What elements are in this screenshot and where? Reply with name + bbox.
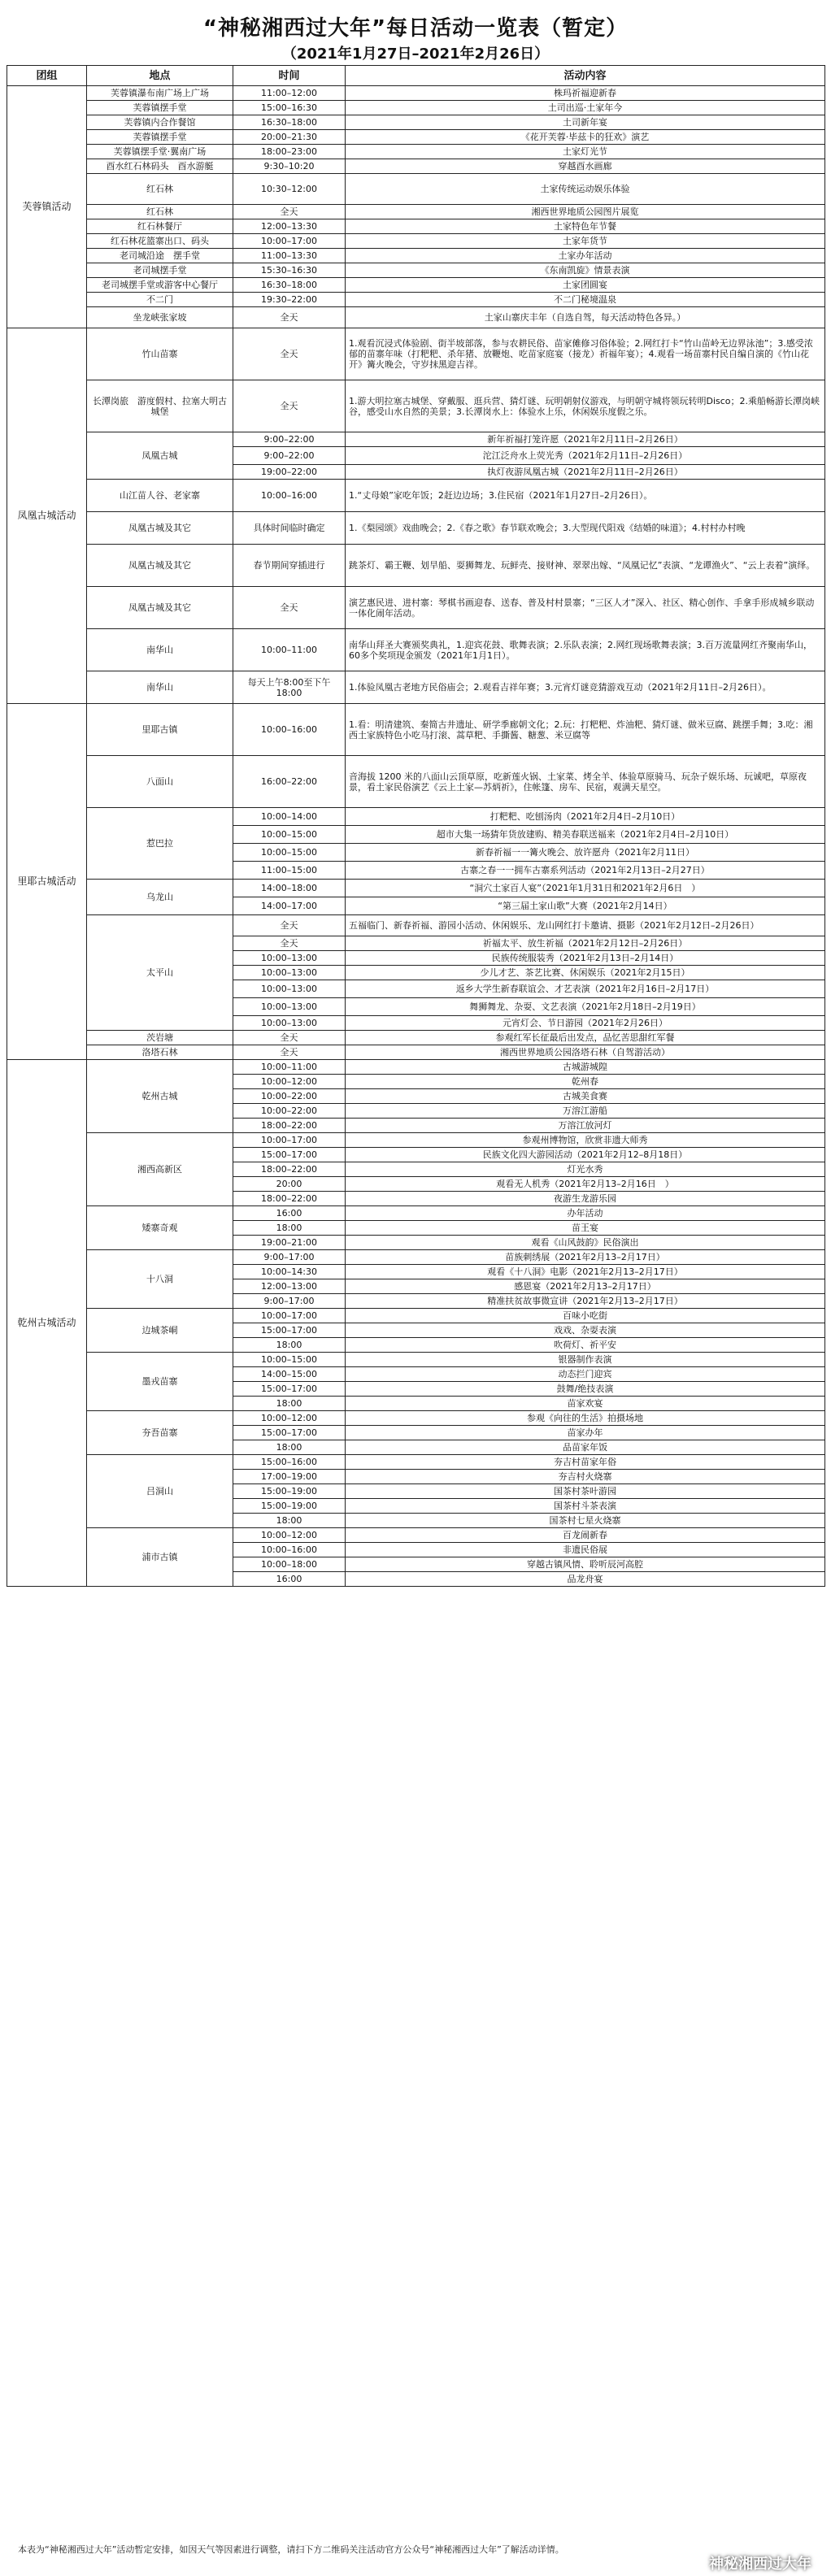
time-cell: 10:00–12:00 xyxy=(233,1075,346,1089)
time-cell: 16:00 xyxy=(233,1206,346,1221)
activity-cell: 湘西世界地质公园洛塔石林（自驾游活动） xyxy=(346,1045,825,1060)
table-row xyxy=(7,1250,825,1265)
table-row xyxy=(7,545,825,587)
time-cell: 全天 xyxy=(233,1045,346,1060)
location-cell: 不二门 xyxy=(87,293,233,307)
activity-cell: 办年活动 xyxy=(346,1206,825,1221)
location-cell: 夯吾苗寨 xyxy=(87,1411,233,1455)
location-cell: 红石林 xyxy=(87,174,233,205)
activity-cell: 新春祈福一一篝火晚会、放许愿舟（2021年2月11日） xyxy=(346,844,825,862)
table-row xyxy=(7,293,825,307)
location-cell: 芙蓉镇摆手堂 xyxy=(87,101,233,115)
time-cell: 9:00–17:00 xyxy=(233,1294,346,1309)
time-cell: 11:00–13:30 xyxy=(233,249,346,263)
location-cell: 芙蓉镇瀑布南广场上广场 xyxy=(87,86,233,101)
time-cell: 春节期间穿插进行 xyxy=(233,545,346,587)
activity-cell: 民族文化四大游园活动（2021年2月12–8月18日） xyxy=(346,1148,825,1162)
activity-cell: 苗族刺绣展（2021年2月13–2月17日） xyxy=(346,1250,825,1265)
activity-cell: 土司新年宴 xyxy=(346,115,825,130)
activity-cell: 湘西世界地质公园图片展览 xyxy=(346,205,825,219)
location-cell: 八面山 xyxy=(87,756,233,808)
table-row xyxy=(7,115,825,130)
header-group: 团组 xyxy=(7,66,87,86)
activity-cell: 土家传统运动娱乐体验 xyxy=(346,174,825,205)
table-row xyxy=(7,704,825,756)
time-cell: 19:00–21:00 xyxy=(233,1236,346,1250)
location-cell: 长潭岗旅 游度假村、拉塞大明古城堡 xyxy=(87,380,233,432)
time-cell: 11:00–15:00 xyxy=(233,862,346,880)
table-row xyxy=(7,1060,825,1075)
activity-cell: 打粑粑、吃刨汤肉（2021年2月4日–2月10日） xyxy=(346,808,825,826)
time-cell: 18:00–22:00 xyxy=(233,1119,346,1133)
time-cell: 12:00–13:30 xyxy=(233,219,346,234)
activity-cell: 国茶村七星火烧寨 xyxy=(346,1514,825,1528)
location-cell: 茨岩塘 xyxy=(87,1031,233,1045)
time-cell: 全天 xyxy=(233,307,346,328)
location-cell: 乾州古城 xyxy=(87,1060,233,1133)
time-cell: 18:00 xyxy=(233,1514,346,1528)
location-cell: 芙蓉镇摆手堂·翼南广场 xyxy=(87,145,233,159)
time-cell: 全天 xyxy=(233,328,346,380)
activity-cell: 动态拦门迎宾 xyxy=(346,1367,825,1382)
location-cell: 酉水红石林码头 酉水游艇 xyxy=(87,159,233,174)
time-cell: 全天 xyxy=(233,915,346,936)
activity-cell: 沱江泛舟水上荧光秀（2021年2月11日–2月26日） xyxy=(346,447,825,465)
time-cell: 10:00–11:00 xyxy=(233,1060,346,1075)
location-cell: 边城茶峒 xyxy=(87,1309,233,1353)
time-cell: 12:00–13:00 xyxy=(233,1279,346,1294)
location-cell: 吕洞山 xyxy=(87,1455,233,1528)
time-cell: 20:00–21:30 xyxy=(233,130,346,145)
table-row xyxy=(7,432,825,447)
table-row xyxy=(7,380,825,432)
activity-cell: 返乡大学生新春联谊会、才艺表演（2021年2月16日–2月17日） xyxy=(346,980,825,998)
table-row xyxy=(7,205,825,219)
location-cell: 芙蓉镇内合作餐馆 xyxy=(87,115,233,130)
activity-cell: 古城游城隍 xyxy=(346,1060,825,1075)
activity-cell: 1.体验凤凰古老地方民俗庙会；2.观看吉祥年赛；3.元宵灯谜竞猜游戏互动（2021年2月11日–2月26日）。 xyxy=(346,671,825,704)
activity-cell: 土家办年活动 xyxy=(346,249,825,263)
page-title: “神秘湘西过大年”每日活动一览表（暂定） xyxy=(202,16,629,41)
activity-cell: 品苗家年饭 xyxy=(346,1440,825,1455)
table-row xyxy=(7,1206,825,1221)
group-cell: 凤凰古城活动 xyxy=(7,328,87,704)
activity-cell: 穿越酉水画廊 xyxy=(346,159,825,174)
activity-cell: 国茶村斗茶表演 xyxy=(346,1499,825,1514)
activity-cell: 少儿才艺、茶艺比赛、休闲娱乐（2021年2月15日） xyxy=(346,966,825,980)
time-cell: 18:00–22:00 xyxy=(233,1162,346,1177)
time-cell: 18:00–22:00 xyxy=(233,1192,346,1206)
table-row xyxy=(7,880,825,897)
table-row xyxy=(7,263,825,278)
time-cell: 10:00–14:00 xyxy=(233,808,346,826)
location-cell: 浦市古镇 xyxy=(87,1528,233,1587)
location-cell: 凤凰古城及其它 xyxy=(87,545,233,587)
table-row xyxy=(7,249,825,263)
location-cell: 红石林 xyxy=(87,205,233,219)
time-cell: 10:00–17:00 xyxy=(233,1133,346,1148)
activity-cell: 1.《梨园颂》戏曲晚会；2.《春之歌》春节联欢晚会；3.大型现代阳戏《结婚的味道》；4.村村办村晚 xyxy=(346,512,825,545)
location-cell: 凤凰古城及其它 xyxy=(87,512,233,545)
time-cell: 10:00–14:30 xyxy=(233,1265,346,1279)
header-time: 时间 xyxy=(233,66,346,86)
activity-cell: 苗王宴 xyxy=(346,1221,825,1236)
time-cell: 18:00 xyxy=(233,1397,346,1411)
activity-cell: 穿越古镇风情、聆听辰河高腔 xyxy=(346,1557,825,1572)
location-cell: 老司城摆手堂或游客中心餐厅 xyxy=(87,278,233,293)
table-row xyxy=(7,219,825,234)
header-location: 地点 xyxy=(87,66,233,86)
location-cell: 太平山 xyxy=(87,915,233,1031)
location-cell: 十八洞 xyxy=(87,1250,233,1309)
time-cell: 10:00–13:00 xyxy=(233,951,346,966)
time-cell: 10:00–11:00 xyxy=(233,629,346,671)
time-cell: 18:00 xyxy=(233,1338,346,1353)
location-cell: 湘西高新区 xyxy=(87,1133,233,1206)
activity-cell: 祈福太平、放生祈福（2021年2月12日–2月26日） xyxy=(346,936,825,951)
time-cell: 9:00–22:00 xyxy=(233,447,346,465)
time-cell: 10:00–16:00 xyxy=(233,1543,346,1557)
time-cell: 10:00–16:00 xyxy=(233,704,346,756)
table-row xyxy=(7,671,825,704)
activity-cell: 夯吉村苗家年俗 xyxy=(346,1455,825,1470)
activity-cell: 演艺惠民进、进村寨：琴棋书画迎春、送春、普及村村景寨；“三区人才”深入、社区、精心创作、手拿手形成城乡联动一体化闹年活动。 xyxy=(346,587,825,629)
activity-cell: 元宵灯会、节日游园（2021年2月26日） xyxy=(346,1016,825,1031)
time-cell: 10:00–13:00 xyxy=(233,980,346,998)
time-cell: 9:00–17:00 xyxy=(233,1250,346,1265)
time-cell: 全天 xyxy=(233,205,346,219)
activity-cell: 舞狮舞龙、杂耍、文艺表演（2021年2月18日–2月19日） xyxy=(346,998,825,1016)
location-cell: 惹巴拉 xyxy=(87,808,233,880)
group-cell: 芙蓉镇活动 xyxy=(7,86,87,328)
table-row xyxy=(7,1309,825,1323)
time-cell: 15:00–19:00 xyxy=(233,1499,346,1514)
time-cell: 10:00–15:00 xyxy=(233,1353,346,1367)
activity-cell: 吹荷灯、祈平安 xyxy=(346,1338,825,1353)
activity-cell: 银器制作表演 xyxy=(346,1353,825,1367)
time-cell: 具体时间临时确定 xyxy=(233,512,346,545)
group-cell: 里耶古城活动 xyxy=(7,704,87,1060)
table-row xyxy=(7,130,825,145)
activity-cell: 苗家欢宴 xyxy=(346,1397,825,1411)
activity-cell: 百味小吃街 xyxy=(346,1309,825,1323)
activity-cell: 跳茶灯、霸王鞭、划旱船、耍狮舞龙、玩鲜壳、接财神、翠翠出嫁、“凤凰记忆”表演、“龙谭渔火”、“云上表着”演绎。 xyxy=(346,545,825,587)
time-cell: 9:30–10:20 xyxy=(233,159,346,174)
activity-cell: 乾州春 xyxy=(346,1075,825,1089)
activity-cell: 土家特色年节餐 xyxy=(346,219,825,234)
activity-cell: 百龙闹新春 xyxy=(346,1528,825,1543)
activity-cell: 观看无人机秀（2021年2月13–2月16日 ） xyxy=(346,1177,825,1192)
activity-cell: 苗家办年 xyxy=(346,1426,825,1440)
time-cell: 18:00 xyxy=(233,1440,346,1455)
activity-cell: 执灯夜游凤凰古城（2021年2月11日–2月26日） xyxy=(346,465,825,480)
time-cell: 16:00–22:00 xyxy=(233,756,346,808)
activity-cell: 1.“丈母娘”家吃年饭；2赶边边场；3.住民宿（2021年1月27日–2月26日）。 xyxy=(346,480,825,512)
table-row xyxy=(7,86,825,101)
table-row xyxy=(7,1353,825,1367)
activity-cell: 音海拔 1200 米的八面山云顶草原，吃新莲火锅、土家菜、烤全羊、体验草原骑马、玩杂子娱乐场、玩诚吧，草原夜景，看土家民俗演艺《云上土家—苏炳祈》，住帐篷、房车、民宿，观满天星空。 xyxy=(346,756,825,808)
table-row xyxy=(7,234,825,249)
time-cell: 14:00–17:00 xyxy=(233,897,346,915)
activity-cell: 品龙舟宴 xyxy=(346,1572,825,1587)
activity-cell: 万溶江游船 xyxy=(346,1104,825,1119)
time-cell: 16:00 xyxy=(233,1572,346,1587)
table-row xyxy=(7,278,825,293)
table-row xyxy=(7,1031,825,1045)
location-cell: 山江苗人谷、老家寨 xyxy=(87,480,233,512)
time-cell: 15:00–17:00 xyxy=(233,1382,346,1397)
table-row xyxy=(7,159,825,174)
activity-cell: 感恩宴（2021年2月13–2月17日） xyxy=(346,1279,825,1294)
activity-cell: 参观《向往的生活》拍摄场地 xyxy=(346,1411,825,1426)
time-cell: 14:00–18:00 xyxy=(233,880,346,897)
location-cell: 南华山 xyxy=(87,629,233,671)
table-row xyxy=(7,1045,825,1060)
table-header-row xyxy=(7,66,825,86)
footnote: 本表为“神秘湘西过大年”活动暂定安排，如因天气等因素进行调整，请扫下方二维码关注活动官方公众号“神秘湘西过大年”了解活动详情。 xyxy=(18,2544,564,2555)
activity-cell: “第三届土家山歌”大赛（2021年2月14日） xyxy=(346,897,825,915)
time-cell: 全天 xyxy=(233,587,346,629)
table-row xyxy=(7,1455,825,1470)
activity-cell: 1.观看沉浸式体验剧、街半坡部落，参与农耕民俗、苗家傩修习俗体验；2.网红打卡“竹山苗岭无边界泳池”；3.感受浓郁的苗寨年味（打粑粑、杀年猪、放鞭炮、吃苗家庭宴（接龙）祈福年宴）；4.观看一场苗寨村民自编自演的《竹山花开》篝火晚会，守岁抹黑迎吉祥。 xyxy=(346,328,825,380)
activity-cell: 土家山寨庆丰年（自选自驾，每天活动特色各异。） xyxy=(346,307,825,328)
activity-cell: 株玛祈福迎新春 xyxy=(346,86,825,101)
time-cell: 18:00 xyxy=(233,1221,346,1236)
table-row xyxy=(7,629,825,671)
location-cell: 老司城沿途 摆手堂 xyxy=(87,249,233,263)
location-cell: 坐龙峡张家坡 xyxy=(87,307,233,328)
location-cell: 老司城摆手堂 xyxy=(87,263,233,278)
location-cell: 芙蓉镇摆手堂 xyxy=(87,130,233,145)
time-cell: 10:00–18:00 xyxy=(233,1557,346,1572)
location-cell: 矮寨奇观 xyxy=(87,1206,233,1250)
activity-cell: 民族传统服装秀（2021年2月13日–2月14日） xyxy=(346,951,825,966)
table-row xyxy=(7,1133,825,1148)
activity-cell: 国茶村茶叶游园 xyxy=(346,1484,825,1499)
location-cell: 红石林花篮寨出口、码头 xyxy=(87,234,233,249)
time-cell: 20:00 xyxy=(233,1177,346,1192)
time-cell: 15:30–16:30 xyxy=(233,263,346,278)
activity-cell: 超市大集一场猜年货放建购、精美春联送福来（2021年2月4日–2月10日） xyxy=(346,826,825,844)
group-cell: 乾州古城活动 xyxy=(7,1060,87,1587)
page-subtitle: （2021年1月27日–2021年2月26日） xyxy=(281,46,550,63)
time-cell: 18:00–23:00 xyxy=(233,145,346,159)
location-cell: 墨戎苗寨 xyxy=(87,1353,233,1411)
location-cell: 里耶古镇 xyxy=(87,704,233,756)
location-cell: 凤凰古城 xyxy=(87,432,233,480)
activity-cell: 夜游生龙游乐园 xyxy=(346,1192,825,1206)
activity-cell: 南华山拜圣大赛颁奖典礼，1.迎宾花鼓、歌舞表演；2.乐队表演；2.网红现场歌舞表演；3.百万流量网红齐聚南华山，60多个奖项现金颁发（2021年1月1日）。 xyxy=(346,629,825,671)
activity-cell: 土家团圆宴 xyxy=(346,278,825,293)
activity-cell: 非遗民俗展 xyxy=(346,1543,825,1557)
time-cell: 15:00–16:30 xyxy=(233,101,346,115)
activity-cell: 万溶江放河灯 xyxy=(346,1119,825,1133)
location-cell: 红石林餐厅 xyxy=(87,219,233,234)
location-cell: 洛塔石林 xyxy=(87,1045,233,1060)
header-activity: 活动内容 xyxy=(346,66,825,86)
time-cell: 10:00–17:00 xyxy=(233,1309,346,1323)
time-cell: 10:30–12:00 xyxy=(233,174,346,205)
time-cell: 全天 xyxy=(233,936,346,951)
time-cell: 10:00–15:00 xyxy=(233,826,346,844)
time-cell: 14:00–15:00 xyxy=(233,1367,346,1382)
time-cell: 10:00–13:00 xyxy=(233,966,346,980)
time-cell: 10:00–22:00 xyxy=(233,1089,346,1104)
table-row xyxy=(7,915,825,936)
time-cell: 16:30–18:00 xyxy=(233,278,346,293)
activity-cell: 不二门秘境温泉 xyxy=(346,293,825,307)
table-row xyxy=(7,328,825,380)
activity-cell: 《东南凯旋》情景表演 xyxy=(346,263,825,278)
location-cell: 竹山苗寨 xyxy=(87,328,233,380)
activity-cell: 灯光水秀 xyxy=(346,1162,825,1177)
activity-cell: 观看《山风鼓韵》民俗演出 xyxy=(346,1236,825,1250)
table-row xyxy=(7,1411,825,1426)
activity-cell: 古城美食赛 xyxy=(346,1089,825,1104)
time-cell: 15:00–16:00 xyxy=(233,1455,346,1470)
activity-cell: 夯吉村火烧寨 xyxy=(346,1470,825,1484)
activity-cell: 《花开芙蓉·毕兹卡的狂欢》演艺 xyxy=(346,130,825,145)
location-cell: 南华山 xyxy=(87,671,233,704)
time-cell: 17:00–19:00 xyxy=(233,1470,346,1484)
time-cell: 10:00–16:00 xyxy=(233,480,346,512)
activity-cell: 1.游大明拉塞古城堡、穿戴服、逛兵营、猜灯谜、玩明朝射仪游戏，与明朝守城将领玩转明Disco；2.乘船畅游长潭岗峡谷，感受山水自然的美景；3.长潭岗水上：体验水上乐，休闲娱乐度假之乐。 xyxy=(346,380,825,432)
time-cell: 9:00–22:00 xyxy=(233,432,346,447)
activity-cell: 1.看：明清建筑、秦简古井遗址、研学季廊朝文化；2.玩：打粑粑、炸油粑、猜灯谜、做米豆腐、跳摆手舞；3.吃：湘西土家族特色小吃马打滚、蒿草粑、手撕酱、糖葱、米豆腐等 xyxy=(346,704,825,756)
activity-cell: 土司出巡·土家年今 xyxy=(346,101,825,115)
time-cell: 15:00–17:00 xyxy=(233,1148,346,1162)
activity-cell: 鼓舞/绝技表演 xyxy=(346,1382,825,1397)
activity-cell: 五福临门、新春祈福、游园小活动、休闲娱乐、龙山网红打卡邀请、摄影（2021年2月12日–2月26日） xyxy=(346,915,825,936)
activity-cell: 观看《十八洞》电影（2021年2月13–2月17日） xyxy=(346,1265,825,1279)
time-cell: 每天上午8:00至下午18:00 xyxy=(233,671,346,704)
activity-cell: 戏戏、杂耍表演 xyxy=(346,1323,825,1338)
table-row xyxy=(7,480,825,512)
table-row xyxy=(7,808,825,826)
activity-cell: 参观州博物馆，欣赏非遗大师秀 xyxy=(346,1133,825,1148)
time-cell: 10:00–13:00 xyxy=(233,998,346,1016)
table-row xyxy=(7,174,825,205)
time-cell: 11:00–12:00 xyxy=(233,86,346,101)
time-cell: 15:00–19:00 xyxy=(233,1484,346,1499)
activity-cell: 土家年货节 xyxy=(346,234,825,249)
location-cell: 凤凰古城及其它 xyxy=(87,587,233,629)
table-row xyxy=(7,101,825,115)
time-cell: 10:00–12:00 xyxy=(233,1528,346,1543)
time-cell: 全天 xyxy=(233,380,346,432)
time-cell: 16:30–18:00 xyxy=(233,115,346,130)
table-row xyxy=(7,307,825,328)
table-row xyxy=(7,1528,825,1543)
time-cell: 10:00–15:00 xyxy=(233,844,346,862)
time-cell: 全天 xyxy=(233,1031,346,1045)
time-cell: 15:00–17:00 xyxy=(233,1323,346,1338)
time-cell: 10:00–22:00 xyxy=(233,1104,346,1119)
time-cell: 19:00–22:00 xyxy=(233,465,346,480)
time-cell: 10:00–17:00 xyxy=(233,234,346,249)
time-cell: 10:00–13:00 xyxy=(233,1016,346,1031)
time-cell: 15:00–17:00 xyxy=(233,1426,346,1440)
location-cell: 乌龙山 xyxy=(87,880,233,915)
activity-cell: “洞穴土家百人宴”（2021年1月31日和2021年2月6日 ） xyxy=(346,880,825,897)
table-row xyxy=(7,512,825,545)
activity-cell: 精准扶贫故事微宣讲（2021年2月13–2月17日） xyxy=(346,1294,825,1309)
time-cell: 10:00–12:00 xyxy=(233,1411,346,1426)
table-row xyxy=(7,145,825,159)
watermark-label: 神秘湘西过大年 xyxy=(709,2556,811,2573)
activity-cell: 新年祈福打笼许愿（2021年2月11日–2月26日） xyxy=(346,432,825,447)
activity-cell: 土家灯光节 xyxy=(346,145,825,159)
schedule-table xyxy=(7,65,825,1587)
table-row xyxy=(7,587,825,629)
time-cell: 19:30–22:00 xyxy=(233,293,346,307)
activity-cell: 古寨之春一一拥车古寨系列活动（2021年2月13日–2月27日） xyxy=(346,862,825,880)
activity-cell: 参观红军长征最后出发点，品忆苦思甜红军餐 xyxy=(346,1031,825,1045)
table-row xyxy=(7,756,825,808)
